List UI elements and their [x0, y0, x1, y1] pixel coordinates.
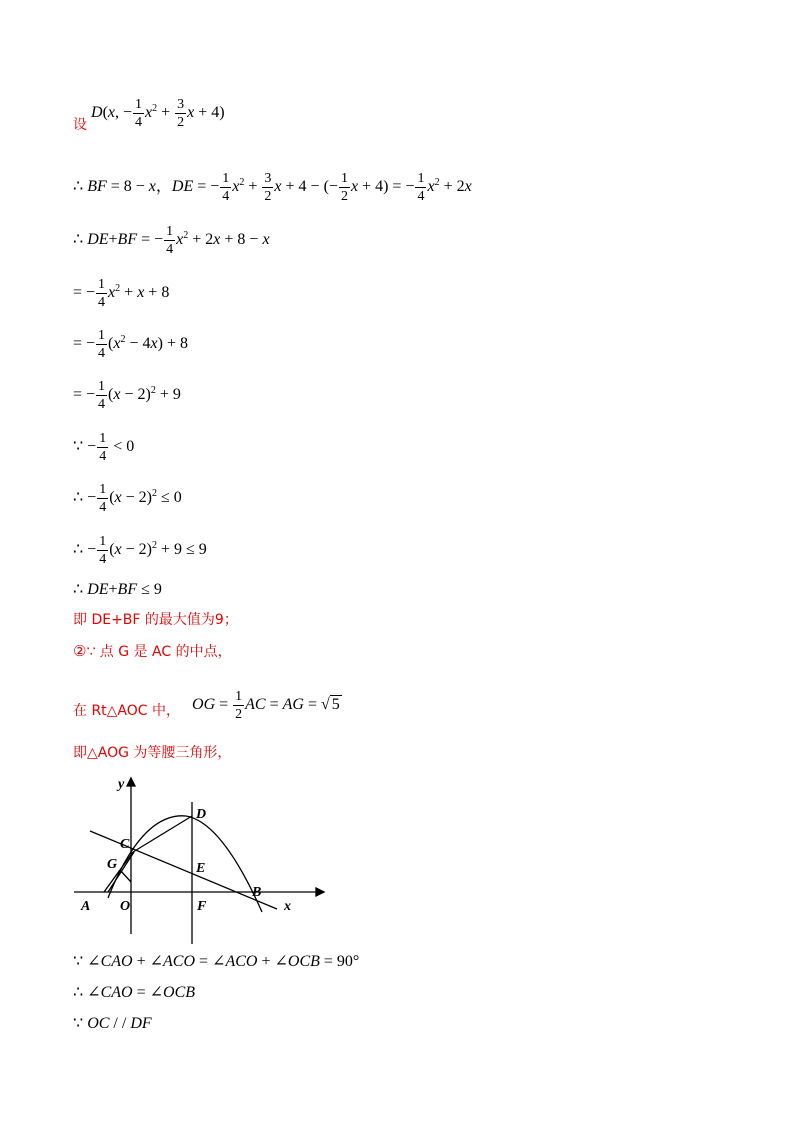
segment-cd [133, 816, 192, 852]
label-a: A [81, 899, 91, 914]
expr-d: D(x, − $\frac{1}{4}$ $x^2$ + $\frac{3}{2}$ x + 4) [91, 97, 225, 130]
line-therefore-2: ∴ − $\frac{1}{4}$ $(x - 2)^2 + 9 \le 9$ [73, 534, 207, 567]
label-c: C [120, 837, 130, 852]
rt-aoc-text: 在 Rt△AOC 中， [73, 703, 181, 720]
line-angle-sum: ∵ ∠CAO + ∠ACO = ∠ACO + ∠OCB = 90° [73, 953, 360, 970]
line-because: ∵ − $\frac{1}{4}$ < 0 [73, 431, 135, 464]
line-therefore-3: ∴ DE+BF ≤ 9 [73, 581, 162, 598]
circle-two: ② [73, 642, 87, 660]
line-step-3: = − $\frac{1}{4}$ $(x - 2)^2 + 9$ [73, 379, 181, 412]
geometry-figure [72, 772, 332, 952]
label-y: y [118, 777, 125, 792]
label-o: O [120, 899, 131, 914]
label-d: D [196, 807, 207, 822]
label-g: G [107, 857, 118, 872]
line-bf-de: ∴ BF = 8 − x，DE = − $\frac{1}{4}$ $x^2$ + $\frac{3}{2}$ x + 4 − (− $\frac{1}{2}$ x + 4) = − $\frac{1}{4}$ $x^2 + 2x$ [73, 171, 472, 204]
line-de-plus-bf: ∴ DE+BF = − $\frac{1}{4}$ $x^2 + 2x + 8 - x$ [73, 224, 270, 257]
label-e: E [196, 861, 206, 876]
line-set-d [73, 96, 225, 134]
midpoint-text: ∵ 点 G 是 AC 的中点， [86, 644, 232, 660]
x-axis-arrow [316, 888, 324, 896]
expr-og: OG = $\frac{1}{2}$ AC = AG = √ 5 [192, 689, 340, 722]
y-axis-arrow [127, 778, 135, 786]
line-midpoint [73, 644, 232, 659]
line-cb [90, 831, 277, 909]
line-max-value: 即 DE+BF 的最大值为9； [73, 612, 238, 628]
line-step-2: = − $\frac{1}{4}$ $(x^2 - 4x) + 8$ [73, 328, 188, 361]
label-x: x [284, 899, 291, 914]
label-f: F [197, 899, 207, 914]
line-step-1: = − $\frac{1}{4}$ $x^2 + x + 8$ [73, 277, 170, 310]
line-isosceles: 即△AOG 为等腰三角形， [73, 745, 232, 761]
line-angle-equal: ∴ ∠CAO = ∠OCB [73, 984, 196, 1001]
line-parallel: ∵ OC / / DF [73, 1015, 152, 1032]
line-rt-aoc [73, 688, 342, 723]
line-therefore-1: ∴ − $\frac{1}{4}$ $(x - 2)^2 \le 0$ [73, 482, 182, 515]
label-b: B [252, 885, 262, 900]
segment-go [120, 870, 131, 882]
set-prefix: 设 [73, 117, 87, 134]
